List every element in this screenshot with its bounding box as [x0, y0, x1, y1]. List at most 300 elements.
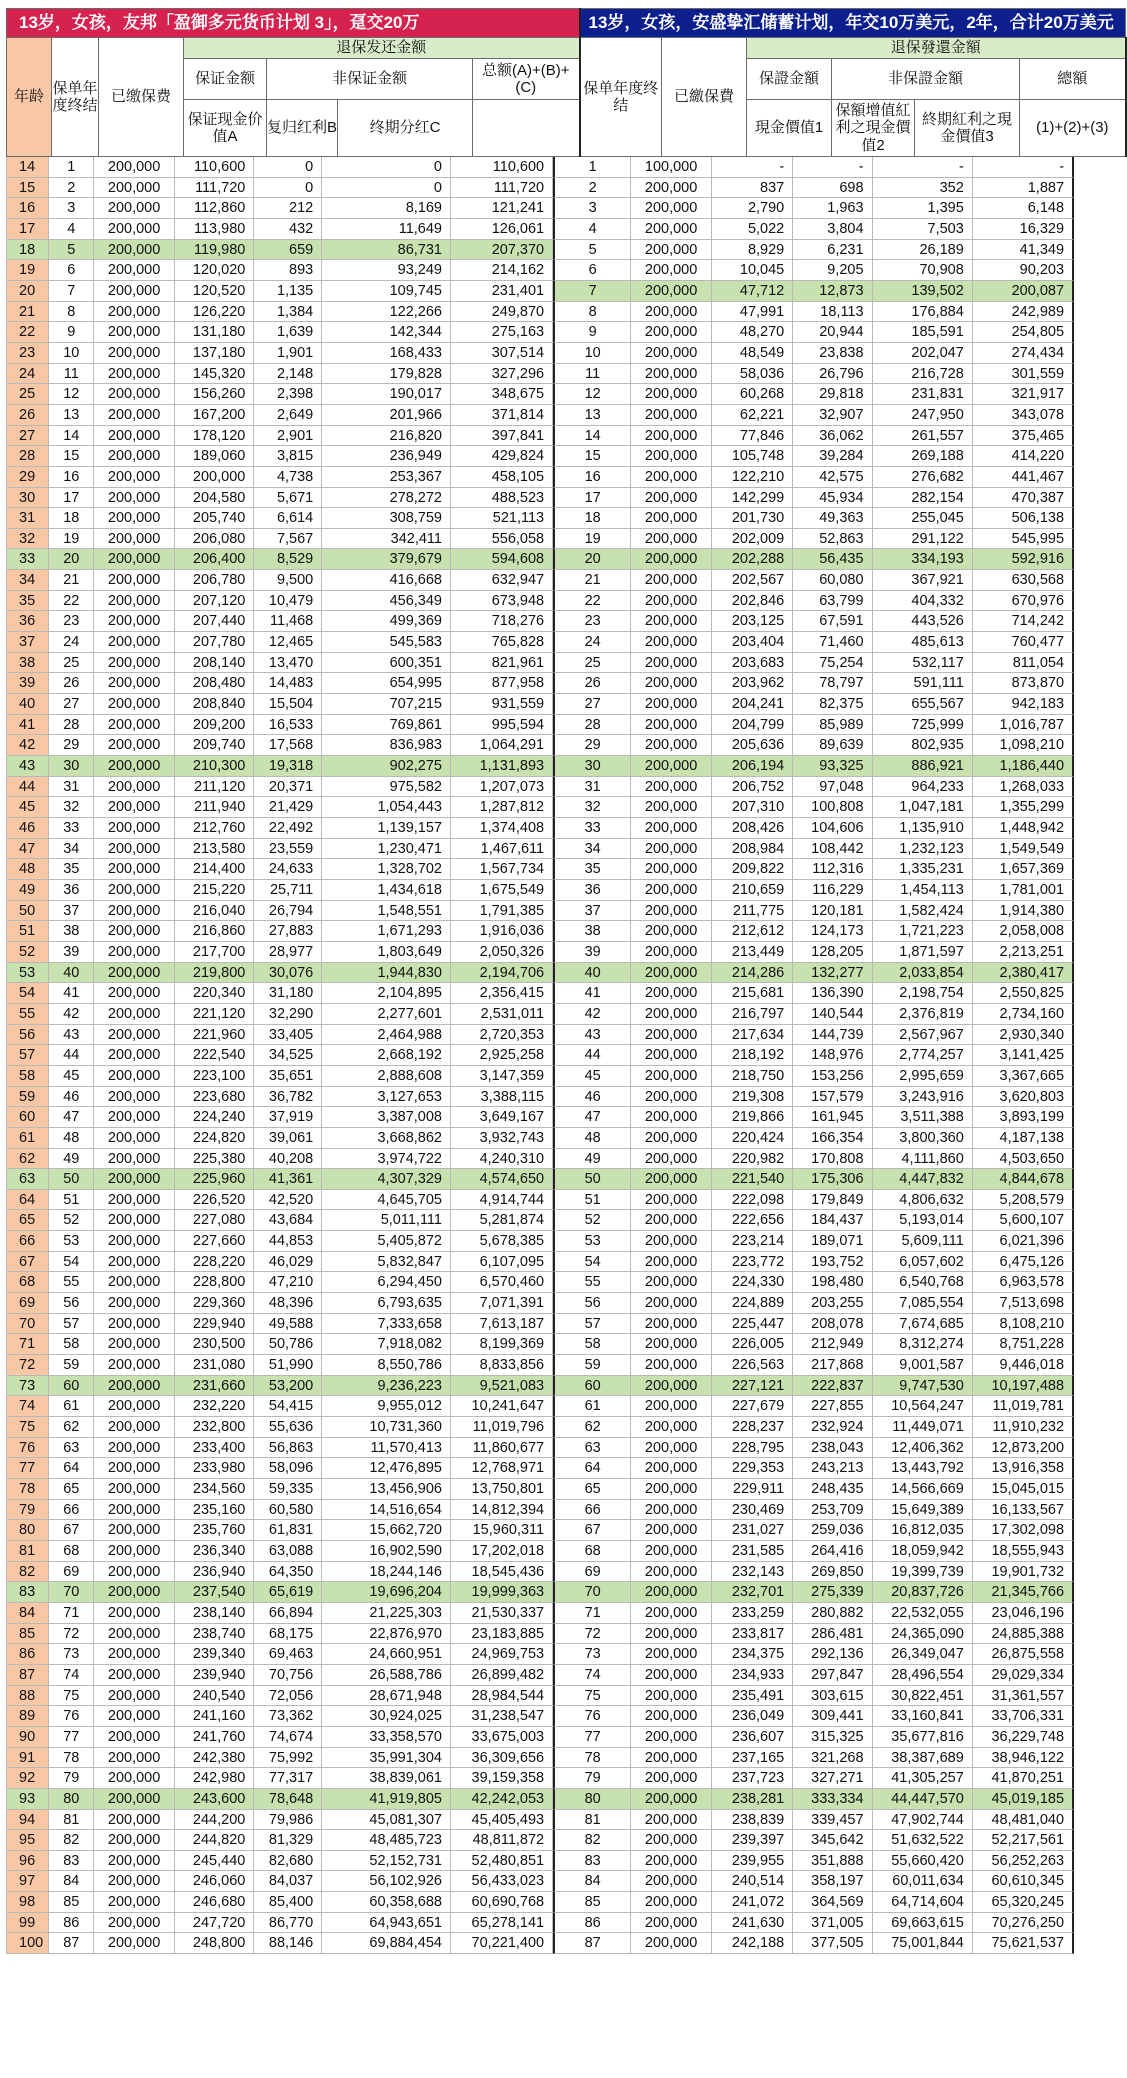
table-row: [6, 1149, 1074, 1170]
left-terminal-dividend-cell: 3,668,862: [322, 1128, 451, 1149]
left-policy-year-cell: 4: [49, 219, 94, 240]
left-reversionary-bonus-cell: 20,371: [254, 777, 322, 798]
right-terminal-bonus-cell: 6,540,768: [873, 1272, 973, 1293]
left-total-cell: 3,932,743: [451, 1128, 553, 1149]
table-row: [6, 611, 1074, 632]
right-total-cell: 2,213,251: [973, 942, 1074, 963]
comparison-sheet: [6, 8, 1114, 1954]
left-total-cell: 765,828: [451, 632, 553, 653]
right-terminal-bonus-cell: 18,059,942: [873, 1541, 973, 1562]
table-row: [6, 1727, 1074, 1748]
right-total-cell: 760,477: [973, 632, 1074, 653]
left-plan-title: 13岁，女孩，友邦「盈御多元货币计划 3」，趸交20万: [7, 9, 580, 38]
left-paid-premium-cell: 200,000: [94, 1541, 175, 1562]
left-total-cell: 121,241: [451, 198, 553, 219]
right-policy-year-cell: 25: [553, 653, 631, 674]
left-total-cell: 1,374,408: [451, 818, 553, 839]
left-paid-premium-cell: 200,000: [94, 1128, 175, 1149]
left-guaranteed-cash-cell: 208,480: [175, 673, 254, 694]
left-reversionary-bonus-cell: 2,148: [254, 364, 322, 385]
left-guaranteed-cash-cell: 145,320: [175, 364, 254, 385]
left-policy-year-cell: 44: [49, 1045, 94, 1066]
left-policy-year-cell: 57: [49, 1314, 94, 1335]
right-reversionary-bonus-cell: 39,284: [793, 446, 872, 467]
table-row: [6, 797, 1074, 818]
left-total-cell: 7,071,391: [451, 1293, 553, 1314]
left-policy-year-cell: 67: [49, 1520, 94, 1541]
age-cell: 83: [6, 1582, 49, 1603]
table-row: [6, 1190, 1074, 1211]
left-paid-premium-cell: 200,000: [94, 1458, 175, 1479]
left-policy-year-cell: 38: [49, 921, 94, 942]
left-reversionary-bonus-cell: 54,415: [254, 1396, 322, 1417]
right-paid-premium-cell: 200,000: [631, 1479, 712, 1500]
left-terminal-dividend-cell: 1,139,157: [322, 818, 451, 839]
table-row: [6, 570, 1074, 591]
age-cell: 61: [6, 1128, 49, 1149]
right-policy-year-cell: 68: [553, 1541, 631, 1562]
left-guaranteed-cash-cell: 236,340: [175, 1541, 254, 1562]
right-policy-year-cell: 30: [553, 756, 631, 777]
right-policy-year-cell: 32: [553, 797, 631, 818]
left-total-header: 总额(A)+(B)+(C): [473, 59, 580, 100]
left-reversionary-bonus-cell: 16,533: [254, 715, 322, 736]
right-paid-premium-cell: 200,000: [631, 921, 712, 942]
table-row: [6, 508, 1074, 529]
right-terminal-bonus-cell: 75,001,844: [873, 1933, 973, 1954]
age-cell: 37: [6, 632, 49, 653]
left-guaranteed-cash-cell: 207,120: [175, 591, 254, 612]
age-cell: 78: [6, 1479, 49, 1500]
right-policy-year-cell: 81: [553, 1810, 631, 1831]
left-paid-premium-cell: 200,000: [94, 343, 175, 364]
age-cell: 56: [6, 1025, 49, 1046]
right-cash-value-cell: 203,962: [712, 673, 793, 694]
left-reversionary-bonus-cell: 15,504: [254, 694, 322, 715]
right-total-cell: 441,467: [973, 467, 1074, 488]
right-policy-year-cell: 18: [553, 508, 631, 529]
right-paid-premium-cell: 200,000: [631, 1500, 712, 1521]
left-paid-premium-cell: 200,000: [94, 260, 175, 281]
left-terminal-dividend-cell: 64,943,651: [322, 1913, 451, 1934]
left-policy-year-cell: 45: [49, 1066, 94, 1087]
left-paid-premium-cell: 200,000: [94, 1045, 175, 1066]
left-terminal-dividend-cell: 253,367: [322, 467, 451, 488]
left-paid-premium-cell: 200,000: [94, 942, 175, 963]
table-row: [6, 240, 1074, 261]
table-row: [6, 859, 1074, 880]
table-row: [6, 1169, 1074, 1190]
left-guaranteed-cash-cell: 206,780: [175, 570, 254, 591]
left-paid-premium-cell: 200,000: [94, 1913, 175, 1934]
right-cash-value-cell: 122,210: [712, 467, 793, 488]
left-terminal-dividend-cell: 86,731: [322, 240, 451, 261]
left-policy-year-cell: 2: [49, 178, 94, 199]
right-terminal-bonus-cell: 4,806,632: [873, 1190, 973, 1211]
left-policy-year-cell: 50: [49, 1169, 94, 1190]
table-row: [6, 1334, 1074, 1355]
right-terminal-bonus-cell: 12,406,362: [873, 1438, 973, 1459]
table-row: [6, 1025, 1074, 1046]
left-paid-premium-cell: 200,000: [94, 1748, 175, 1769]
left-guaranteed-cash-cell: 228,220: [175, 1252, 254, 1273]
left-paid-premium-cell: 200,000: [94, 921, 175, 942]
left-guaranteed-cash-cell: 209,200: [175, 715, 254, 736]
right-reversionary-bonus-cell: 351,888: [793, 1851, 872, 1872]
right-cash-value-cell: 237,723: [712, 1768, 793, 1789]
right-policy-year-cell: 42: [553, 1004, 631, 1025]
right-total-cell: 200,087: [973, 281, 1074, 302]
right-policy-year-cell: 83: [553, 1851, 631, 1872]
right-reversionary-bonus-cell: 227,855: [793, 1396, 872, 1417]
right-reversionary-bonus-cell: 1,963: [793, 198, 872, 219]
left-paid-premium-cell: 200,000: [94, 797, 175, 818]
right-col-2-header: 保額增值紅利之現金價值2: [832, 100, 915, 157]
age-cell: 70: [6, 1314, 49, 1335]
right-policy-year-cell: 8: [553, 302, 631, 323]
right-cash-value-cell: 227,121: [712, 1376, 793, 1397]
left-policy-year-cell: 7: [49, 281, 94, 302]
left-reversionary-bonus-cell: 73,362: [254, 1706, 322, 1727]
right-paid-premium-cell: 200,000: [631, 240, 712, 261]
left-reversionary-bonus-cell: 84,037: [254, 1871, 322, 1892]
right-paid-premium-cell: 200,000: [631, 1913, 712, 1934]
right-policy-year-cell: 15: [553, 446, 631, 467]
right-terminal-bonus-cell: 4,111,860: [873, 1149, 973, 1170]
left-total-cell: 11,019,796: [451, 1417, 553, 1438]
right-terminal-bonus-cell: 2,995,659: [873, 1066, 973, 1087]
right-policy-year-cell: 76: [553, 1706, 631, 1727]
age-cell: 99: [6, 1913, 49, 1934]
left-guaranteed-cash-cell: 232,220: [175, 1396, 254, 1417]
right-terminal-bonus-cell: 255,045: [873, 508, 973, 529]
right-policy-year-cell: 43: [553, 1025, 631, 1046]
right-paid-premium-cell: 200,000: [631, 1004, 712, 1025]
age-cell: 18: [6, 240, 49, 261]
left-policy-year-cell: 79: [49, 1768, 94, 1789]
left-paid-premium-cell: 200,000: [94, 1520, 175, 1541]
right-total-cell: 15,045,015: [973, 1479, 1074, 1500]
table-row: [6, 1624, 1074, 1645]
age-cell: 15: [6, 178, 49, 199]
right-total-cell: 13,916,358: [973, 1458, 1074, 1479]
left-paid-premium-cell: 200,000: [94, 467, 175, 488]
left-total-cell: 371,814: [451, 405, 553, 426]
left-terminal-dividend-cell: 1,803,649: [322, 942, 451, 963]
right-policy-year-cell: 51: [553, 1190, 631, 1211]
left-paid-premium-cell: 200,000: [94, 756, 175, 777]
left-policy-year-cell: 74: [49, 1665, 94, 1686]
right-cash-value-cell: 202,567: [712, 570, 793, 591]
right-cash-value-cell: 58,036: [712, 364, 793, 385]
right-cash-value-cell: 2,790: [712, 198, 793, 219]
table-row: [6, 1128, 1074, 1149]
left-total-cell: 13,750,801: [451, 1479, 553, 1500]
right-cash-value-cell: 60,268: [712, 384, 793, 405]
table-row: [6, 1810, 1074, 1831]
left-policy-year-cell: 16: [49, 467, 94, 488]
left-terminal-dividend-cell: 3,127,653: [322, 1087, 451, 1108]
left-total-cell: 10,241,647: [451, 1396, 553, 1417]
left-policy-year-cell: 6: [49, 260, 94, 281]
left-reversionary-bonus-cell: 2,398: [254, 384, 322, 405]
left-total-cell: 556,058: [451, 529, 553, 550]
table-row: [6, 1789, 1074, 1810]
left-terminal-dividend-cell: 975,582: [322, 777, 451, 798]
right-policy-year-cell: 3: [553, 198, 631, 219]
table-row: [6, 1210, 1074, 1231]
left-total-cell: 1,675,549: [451, 880, 553, 901]
right-terminal-bonus-cell: 1,135,910: [873, 818, 973, 839]
age-cell: 16: [6, 198, 49, 219]
right-cash-value-cell: 231,585: [712, 1541, 793, 1562]
right-reversionary-bonus-cell: 36,062: [793, 426, 872, 447]
left-col-b-header: 复归红利B: [267, 100, 338, 157]
right-terminal-bonus-cell: 1,582,424: [873, 901, 973, 922]
right-cash-value-cell: 240,514: [712, 1871, 793, 1892]
left-policy-year-cell: 53: [49, 1231, 94, 1252]
right-total-cell: 24,885,388: [973, 1624, 1074, 1645]
right-policy-year-cell: 34: [553, 839, 631, 860]
left-paid-premium-cell: 200,000: [94, 1624, 175, 1645]
right-terminal-bonus-cell: 28,496,554: [873, 1665, 973, 1686]
right-reversionary-bonus-cell: 698: [793, 178, 872, 199]
right-paid-premium-cell: 200,000: [631, 756, 712, 777]
right-cash-value-cell: 233,817: [712, 1624, 793, 1645]
left-guaranteed-cash-cell: 245,440: [175, 1851, 254, 1872]
left-guaranteed-cash-cell: 189,060: [175, 446, 254, 467]
right-total-cell: 31,361,557: [973, 1686, 1074, 1707]
left-terminal-dividend-cell: 24,660,951: [322, 1644, 451, 1665]
right-reversionary-bonus-cell: 144,739: [793, 1025, 872, 1046]
table-row: [6, 673, 1074, 694]
right-total-cell: 1,016,787: [973, 715, 1074, 736]
left-guaranteed-cash-cell: 246,680: [175, 1892, 254, 1913]
left-reversionary-bonus-cell: 74,674: [254, 1727, 322, 1748]
table-row: [6, 1644, 1074, 1665]
left-guaranteed-cash-cell: 207,780: [175, 632, 254, 653]
right-paid-premium-cell: 200,000: [631, 1830, 712, 1851]
right-paid-premium-cell: 200,000: [631, 653, 712, 674]
right-cash-value-cell: 226,563: [712, 1355, 793, 1376]
right-total-cell: 6,021,396: [973, 1231, 1074, 1252]
right-policy-year-cell: 5: [553, 240, 631, 261]
left-reversionary-bonus-cell: 12,465: [254, 632, 322, 653]
left-terminal-dividend-cell: 769,861: [322, 715, 451, 736]
left-reversionary-bonus-cell: 1,901: [254, 343, 322, 364]
right-reversionary-bonus-cell: 75,254: [793, 653, 872, 674]
right-paid-premium-cell: 200,000: [631, 1045, 712, 1066]
table-row: [6, 343, 1074, 364]
left-total-cell: 31,238,547: [451, 1706, 553, 1727]
right-cash-value-cell: 218,750: [712, 1066, 793, 1087]
right-reversionary-bonus-cell: 52,863: [793, 529, 872, 550]
right-terminal-bonus-cell: 60,011,634: [873, 1871, 973, 1892]
left-guaranteed-cash-cell: 238,140: [175, 1603, 254, 1624]
right-total-cell: 65,320,245: [973, 1892, 1074, 1913]
left-paid-premium-cell: 200,000: [94, 1810, 175, 1831]
table-row: [6, 1417, 1074, 1438]
left-total-cell: 42,242,053: [451, 1789, 553, 1810]
right-total-cell: 592,916: [973, 549, 1074, 570]
left-paid-premium-cell: 200,000: [94, 1190, 175, 1211]
right-total-cell: 545,995: [973, 529, 1074, 550]
right-paid-premium-cell: 200,000: [631, 1438, 712, 1459]
table-row: [6, 364, 1074, 385]
left-total-cell: 429,824: [451, 446, 553, 467]
left-reversionary-bonus-cell: 27,883: [254, 921, 322, 942]
right-terminal-bonus-cell: 261,557: [873, 426, 973, 447]
age-cell: 36: [6, 611, 49, 632]
right-reversionary-bonus-cell: 315,325: [793, 1727, 872, 1748]
left-guaranteed-cash-cell: 178,120: [175, 426, 254, 447]
age-cell: 96: [6, 1851, 49, 1872]
age-cell: 68: [6, 1272, 49, 1293]
left-terminal-dividend-cell: 16,902,590: [322, 1541, 451, 1562]
right-terminal-bonus-cell: 3,511,388: [873, 1107, 973, 1128]
age-cell: 41: [6, 715, 49, 736]
left-guaranteed-cash-cell: 208,840: [175, 694, 254, 715]
table-row: [6, 1458, 1074, 1479]
left-terminal-dividend-cell: 3,387,008: [322, 1107, 451, 1128]
right-terminal-bonus-cell: 2,567,967: [873, 1025, 973, 1046]
right-policy-year-cell: 45: [553, 1066, 631, 1087]
left-guaranteed-cash-cell: 235,160: [175, 1500, 254, 1521]
right-reversionary-bonus-cell: 170,808: [793, 1149, 872, 1170]
left-total-cell: 718,276: [451, 611, 553, 632]
left-guaranteed-cash-cell: 224,240: [175, 1107, 254, 1128]
right-total-cell: 8,108,210: [973, 1314, 1074, 1335]
right-terminal-bonus-cell: 69,663,615: [873, 1913, 973, 1934]
right-total-cell: 90,203: [973, 260, 1074, 281]
left-terminal-dividend-cell: 216,820: [322, 426, 451, 447]
age-cell: 97: [6, 1871, 49, 1892]
left-guaranteed-cash-cell: 232,800: [175, 1417, 254, 1438]
left-policy-year-cell: 30: [49, 756, 94, 777]
left-paid-premium-cell: 200,000: [94, 508, 175, 529]
right-paid-premium-cell: 200,000: [631, 963, 712, 984]
right-policy-year-cell: 58: [553, 1334, 631, 1355]
left-policy-year-cell: 84: [49, 1871, 94, 1892]
right-terminal-bonus-cell: 20,837,726: [873, 1582, 973, 1603]
table-row: [6, 1066, 1074, 1087]
right-nonguaranteed-header: 非保證金額: [832, 59, 1020, 100]
left-paid-premium-cell: 200,000: [94, 1231, 175, 1252]
left-terminal-dividend-cell: 18,244,146: [322, 1562, 451, 1583]
age-cell: 24: [6, 364, 49, 385]
left-reversionary-bonus-cell: 77,317: [254, 1768, 322, 1789]
right-total-cell: 36,229,748: [973, 1727, 1074, 1748]
left-policy-year-cell: 78: [49, 1748, 94, 1769]
right-terminal-bonus-cell: 3,243,916: [873, 1087, 973, 1108]
left-policy-year-cell: 8: [49, 302, 94, 323]
left-paid-premium-cell: 200,000: [94, 1210, 175, 1231]
right-paid-premium-cell: 200,000: [631, 488, 712, 509]
table-row: [6, 1871, 1074, 1892]
left-terminal-dividend-cell: 35,991,304: [322, 1748, 451, 1769]
left-total-cell: 33,675,003: [451, 1727, 553, 1748]
left-paid-premium-cell: 200,000: [94, 1417, 175, 1438]
age-cell: 47: [6, 839, 49, 860]
left-reversionary-bonus-cell: 212: [254, 198, 322, 219]
right-policy-year-cell: 24: [553, 632, 631, 653]
right-total-cell: 1,914,380: [973, 901, 1074, 922]
left-guaranteed-cash-cell: 221,120: [175, 1004, 254, 1025]
right-cash-value-cell: 222,656: [712, 1210, 793, 1231]
left-total-cell: 17,202,018: [451, 1541, 553, 1562]
right-paid-premium-cell: 200,000: [631, 322, 712, 343]
left-col-a-header: 保证现金价值A: [184, 100, 267, 157]
right-terminal-bonus-cell: 886,921: [873, 756, 973, 777]
right-total-cell: 3,620,803: [973, 1087, 1074, 1108]
right-cash-value-cell: 204,799: [712, 715, 793, 736]
age-cell: 73: [6, 1376, 49, 1397]
right-paid-premium-cell: 200,000: [631, 1582, 712, 1603]
left-policy-year-cell: 52: [49, 1210, 94, 1231]
left-guaranteed-cash-cell: 223,680: [175, 1087, 254, 1108]
left-paid-premium-cell: 200,000: [94, 426, 175, 447]
right-reversionary-bonus-cell: 20,944: [793, 322, 872, 343]
right-paid-premium-cell: 200,000: [631, 1562, 712, 1583]
right-cash-value-cell: 202,009: [712, 529, 793, 550]
right-total-cell: 41,870,251: [973, 1768, 1074, 1789]
left-paid-premium-header: 已缴保费: [99, 38, 184, 157]
right-cash-value-cell: 203,404: [712, 632, 793, 653]
right-col-3-header: 終期紅利之現金價值3: [915, 100, 1020, 157]
left-policy-year-cell: 63: [49, 1438, 94, 1459]
table-row: [6, 157, 1074, 178]
right-terminal-bonus-cell: 2,774,257: [873, 1045, 973, 1066]
right-reversionary-bonus-cell: 175,306: [793, 1169, 872, 1190]
left-policy-year-cell: 56: [49, 1293, 94, 1314]
left-reversionary-bonus-cell: 10,479: [254, 591, 322, 612]
left-policy-year-cell: 40: [49, 963, 94, 984]
left-guaranteed-cash-cell: 206,400: [175, 549, 254, 570]
right-total-cell: 274,434: [973, 343, 1074, 364]
right-paid-premium-cell: 200,000: [631, 364, 712, 385]
right-cash-value-cell: 239,397: [712, 1830, 793, 1851]
right-terminal-bonus-cell: 33,160,841: [873, 1706, 973, 1727]
left-reversionary-bonus-cell: 11,468: [254, 611, 322, 632]
table-row: [6, 488, 1074, 509]
left-terminal-dividend-cell: 902,275: [322, 756, 451, 777]
left-total-cell: 673,948: [451, 591, 553, 612]
age-cell: 60: [6, 1107, 49, 1128]
right-cash-value-cell: 202,846: [712, 591, 793, 612]
age-cell: 66: [6, 1231, 49, 1252]
right-cash-value-cell: 241,630: [712, 1913, 793, 1934]
left-policy-year-cell: 31: [49, 777, 94, 798]
right-paid-premium-cell: 200,000: [631, 901, 712, 922]
left-total-cell: 594,608: [451, 549, 553, 570]
table-row: [6, 1355, 1074, 1376]
right-reversionary-bonus-cell: 364,569: [793, 1892, 872, 1913]
right-paid-premium-cell: 200,000: [631, 591, 712, 612]
age-cell: 26: [6, 405, 49, 426]
right-terminal-bonus-cell: 35,677,816: [873, 1727, 973, 1748]
left-terminal-dividend-cell: 2,104,895: [322, 983, 451, 1004]
left-terminal-dividend-cell: 168,433: [322, 343, 451, 364]
left-guaranteed-cash-cell: 244,820: [175, 1830, 254, 1851]
left-paid-premium-cell: 200,000: [94, 529, 175, 550]
right-total-cell: -: [973, 157, 1074, 178]
left-policy-year-cell: 83: [49, 1851, 94, 1872]
left-terminal-dividend-cell: 93,249: [322, 260, 451, 281]
right-policy-year-cell: 35: [553, 859, 631, 880]
table-row: [6, 446, 1074, 467]
age-cell: 44: [6, 777, 49, 798]
right-reversionary-bonus-cell: 297,847: [793, 1665, 872, 1686]
